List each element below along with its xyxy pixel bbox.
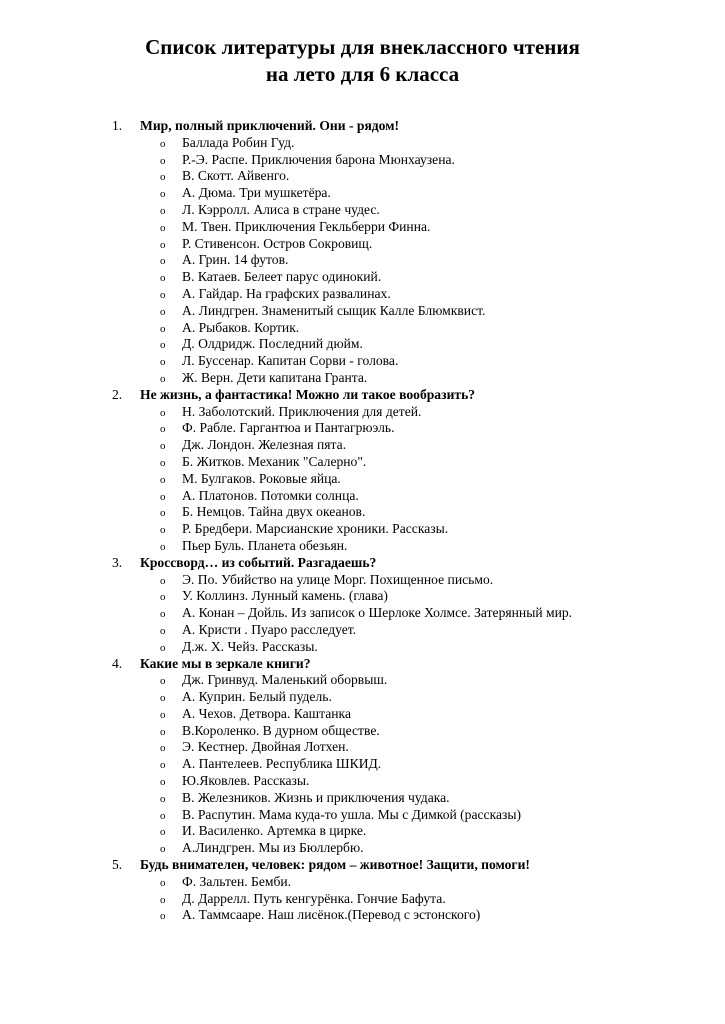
- list-item: [112, 303, 712, 320]
- section-number: 2.: [112, 386, 123, 402]
- list-item: [112, 521, 712, 538]
- list-item-text: Н. Заболотский. Приключения для детей.: [182, 403, 422, 419]
- list-item-text: Б. Немцов. Тайна двух океанов.: [182, 504, 366, 520]
- list-item: [112, 572, 712, 589]
- section-number: 3.: [112, 554, 123, 570]
- section: [112, 857, 712, 924]
- circle-bullet-icon: o: [160, 372, 166, 385]
- section-title: Будь внимателен, человек: рядом – животное! Защити, помоги!: [140, 857, 530, 873]
- list-item: [112, 588, 712, 605]
- circle-bullet-icon: o: [160, 456, 166, 469]
- circle-bullet-icon: o: [160, 893, 166, 906]
- list-item: [112, 454, 712, 471]
- circle-bullet-icon: o: [160, 574, 166, 587]
- list-item: [112, 336, 712, 353]
- circle-bullet-icon: o: [160, 322, 166, 335]
- circle-bullet-icon: o: [160, 809, 166, 822]
- section-number: 4.: [112, 655, 123, 671]
- list-item-text: Дж. Гринвуд. Маленький оборвыш.: [182, 672, 388, 688]
- list-item: [112, 723, 712, 740]
- list-item-text: Д. Олдридж. Последний дюйм.: [182, 336, 363, 352]
- section: [112, 387, 712, 555]
- list-item-text: Л. Буссенар. Капитан Сорви - голова.: [182, 353, 399, 369]
- list-item: [112, 353, 712, 370]
- list-item: [112, 891, 712, 908]
- list-item-text: Ф. Рабле. Гаргантюа и Пантагрюэль.: [182, 420, 395, 436]
- list-item-text: А. Куприн. Белый пудель.: [182, 689, 332, 705]
- circle-bullet-icon: o: [160, 188, 166, 201]
- circle-bullet-icon: o: [160, 288, 166, 301]
- section-heading: [112, 387, 712, 404]
- list-item-text: А. Линдгрен. Знаменитый сыщик Калле Блюмквист.: [182, 302, 486, 318]
- list-item-text: У. Коллинз. Лунный камень. (глава): [182, 588, 388, 604]
- list-item-text: Ф. Зальтен. Бемби.: [182, 873, 292, 889]
- circle-bullet-icon: o: [160, 423, 166, 436]
- list-item: [112, 420, 712, 437]
- list-item-text: А. Платонов. Потомки солнца.: [182, 487, 359, 503]
- circle-bullet-icon: o: [160, 725, 166, 738]
- list-item: [112, 823, 712, 840]
- list-item: [112, 236, 712, 253]
- list-item-text: А.Линдгрен. Мы из Бюллербю.: [182, 840, 364, 856]
- list-item-text: М. Твен. Приключения Гекльберри Финна.: [182, 218, 431, 234]
- circle-bullet-icon: o: [160, 608, 166, 621]
- list-item-text: Э. Кестнер. Двойная Лотхен.: [182, 739, 349, 755]
- circle-bullet-icon: o: [160, 507, 166, 520]
- reading-list: [112, 118, 712, 924]
- list-item: [112, 286, 712, 303]
- circle-bullet-icon: o: [160, 406, 166, 419]
- list-item-text: А. Чехов. Детвора. Каштанка: [182, 705, 351, 721]
- section-heading: [112, 857, 712, 874]
- list-item: [112, 840, 712, 857]
- section-heading: [112, 656, 712, 673]
- list-item: [112, 152, 712, 169]
- list-item-text: Р. Стивенсон. Остров Сокровищ.: [182, 235, 373, 251]
- circle-bullet-icon: o: [160, 776, 166, 789]
- list-item: [112, 706, 712, 723]
- list-item: [112, 773, 712, 790]
- list-item: [112, 135, 712, 152]
- list-item-text: А. Конан – Дойль. Из записок о Шерлоке Холмсе. Затерянный мир.: [182, 605, 573, 621]
- section-title: Какие мы в зеркале книги?: [140, 655, 311, 671]
- list-item-text: Ю.Яковлев. Рассказы.: [182, 773, 310, 789]
- list-item: [112, 538, 712, 555]
- list-item-text: В. Катаев. Белеет парус одинокий.: [182, 269, 382, 285]
- list-item-text: В. Железников. Жизнь и приключения чудака.: [182, 789, 450, 805]
- list-item: [112, 437, 712, 454]
- list-item-text: А. Рыбаков. Кортик.: [182, 319, 300, 335]
- circle-bullet-icon: o: [160, 692, 166, 705]
- circle-bullet-icon: o: [160, 255, 166, 268]
- circle-bullet-icon: o: [160, 826, 166, 839]
- list-item: [112, 672, 712, 689]
- list-item: [112, 739, 712, 756]
- list-item-text: И. Василенко. Артемка в цирке.: [182, 823, 367, 839]
- list-item: [112, 756, 712, 773]
- circle-bullet-icon: o: [160, 759, 166, 772]
- section: [112, 555, 712, 656]
- section-heading: [112, 118, 712, 135]
- list-item-text: Д. Даррелл. Путь кенгурёнка. Гончие Бафута.: [182, 890, 446, 906]
- section-heading: [112, 555, 712, 572]
- list-item-text: М. Булгаков. Роковые яйца.: [182, 470, 341, 486]
- list-item: [112, 471, 712, 488]
- circle-bullet-icon: o: [160, 876, 166, 889]
- circle-bullet-icon: o: [160, 675, 166, 688]
- list-item: [112, 202, 712, 219]
- list-item: [112, 320, 712, 337]
- list-item: [112, 807, 712, 824]
- circle-bullet-icon: o: [160, 356, 166, 369]
- list-item: [112, 185, 712, 202]
- circle-bullet-icon: o: [160, 641, 166, 654]
- circle-bullet-icon: o: [160, 339, 166, 352]
- circle-bullet-icon: o: [160, 171, 166, 184]
- list-item: [112, 689, 712, 706]
- list-item-text: А. Кристи . Пуаро расследует.: [182, 621, 357, 637]
- list-item: [112, 219, 712, 236]
- list-item-text: А. Гайдар. На графских развалинах.: [182, 285, 391, 301]
- list-item-text: В.Короленко. В дурном обществе.: [182, 722, 380, 738]
- list-item-text: В. Распутин. Мама куда-то ушла. Мы с Димкой (рассказы): [182, 806, 522, 822]
- list-item-text: А. Пантелеев. Республика ШКИД.: [182, 756, 382, 772]
- list-item-text: Р.-Э. Распе. Приключения барона Мюнхаузена.: [182, 151, 455, 167]
- circle-bullet-icon: o: [160, 238, 166, 251]
- section-title: Мир, полный приключений. Они - рядом!: [140, 118, 399, 133]
- section: [112, 656, 712, 858]
- circle-bullet-icon: o: [160, 843, 166, 856]
- circle-bullet-icon: o: [160, 591, 166, 604]
- circle-bullet-icon: o: [160, 624, 166, 637]
- list-item-text: А. Дюма. Три мушкетёра.: [182, 185, 331, 201]
- list-item: [112, 269, 712, 286]
- section-number: 1.: [112, 118, 123, 133]
- title-line-2: на лето для 6 класса: [265, 62, 460, 86]
- circle-bullet-icon: o: [160, 910, 166, 923]
- list-item-text: Баллада Робин Гуд.: [182, 134, 295, 150]
- list-item-text: Э. По. Убийство на улице Морг. Похищенное письмо.: [182, 571, 494, 587]
- list-item: [112, 252, 712, 269]
- list-item: [112, 504, 712, 521]
- list-item-text: А. Грин. 14 футов.: [182, 252, 289, 268]
- circle-bullet-icon: o: [160, 540, 166, 553]
- list-item-text: Л. Кэрролл. Алиса в стране чудес.: [182, 201, 380, 217]
- circle-bullet-icon: o: [160, 708, 166, 721]
- section-number: 5.: [112, 857, 123, 873]
- list-item: [112, 639, 712, 656]
- list-item-text: В. Скотт. Айвенго.: [182, 168, 290, 184]
- section-title: Кроссворд… из событий. Разгадаешь?: [140, 554, 377, 570]
- title-line-1: Список литературы для внеклассного чтения: [145, 35, 580, 59]
- list-item: [112, 874, 712, 891]
- list-item-text: Р. Бредбери. Марсианские хроники. Рассказы.: [182, 521, 449, 537]
- circle-bullet-icon: o: [160, 305, 166, 318]
- list-item-text: Пьер Буль. Планета обезьян.: [182, 537, 348, 553]
- circle-bullet-icon: o: [160, 221, 166, 234]
- section: [112, 118, 712, 387]
- list-item: [112, 605, 712, 622]
- circle-bullet-icon: o: [160, 272, 166, 285]
- circle-bullet-icon: o: [160, 473, 166, 486]
- list-item-text: Дж. Лондон. Железная пята.: [182, 437, 347, 453]
- list-item: [112, 370, 712, 387]
- page-title: [0, 34, 725, 88]
- list-item: [112, 168, 712, 185]
- circle-bullet-icon: o: [160, 137, 166, 150]
- circle-bullet-icon: o: [160, 490, 166, 503]
- circle-bullet-icon: o: [160, 742, 166, 755]
- circle-bullet-icon: o: [160, 154, 166, 167]
- circle-bullet-icon: o: [160, 524, 166, 537]
- list-item-text: Д.ж. Х. Чейз. Рассказы.: [182, 638, 318, 654]
- list-item: [112, 404, 712, 421]
- list-item: [112, 488, 712, 505]
- list-item: [112, 790, 712, 807]
- circle-bullet-icon: o: [160, 204, 166, 217]
- list-item: [112, 907, 712, 924]
- circle-bullet-icon: o: [160, 440, 166, 453]
- list-item-text: А. Таммсааре. Наш лисёнок.(Перевод с эстонского): [182, 907, 481, 923]
- list-item-text: Ж. Верн. Дети капитана Гранта.: [182, 369, 368, 385]
- list-item-text: Б. Житков. Механик "Салерно".: [182, 453, 367, 469]
- list-item: [112, 622, 712, 639]
- circle-bullet-icon: o: [160, 792, 166, 805]
- section-title: Не жизнь, а фантастика! Можно ли такое вообразить?: [140, 386, 476, 402]
